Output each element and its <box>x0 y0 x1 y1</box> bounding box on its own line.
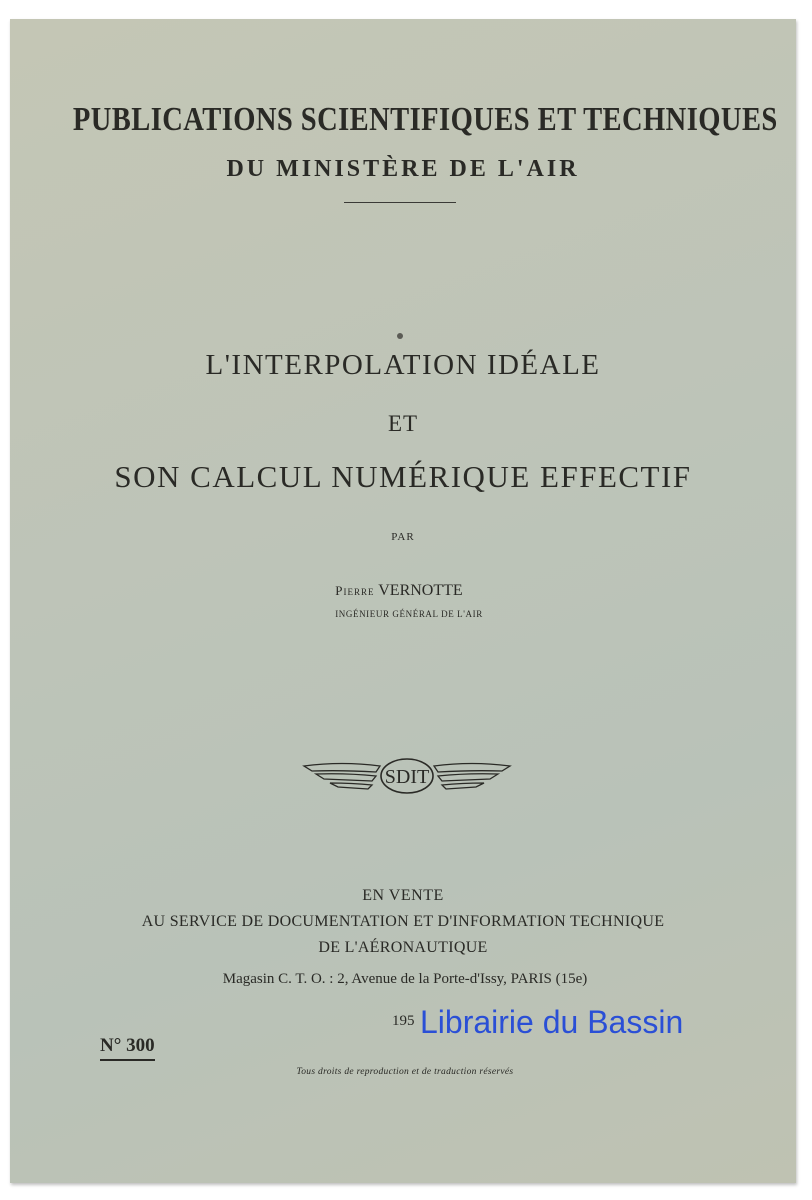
author-role: INGÉNIEUR GÉNÉRAL DE L'AIR <box>335 609 483 619</box>
book-title-line-2: ET <box>387 411 419 436</box>
book-cover <box>10 19 796 1183</box>
publication-year: 195 <box>392 1013 415 1029</box>
book-title-line-1: L'INTERPOLATION IDÉALE <box>205 349 601 381</box>
issue-number: N° 300 <box>100 1035 155 1061</box>
rights-notice: Tous droits de reproduction et de traduction réservés <box>296 1067 514 1077</box>
logo-text: SDIT <box>384 766 430 788</box>
seller-watermark: Librairie du Bassin <box>420 1004 684 1040</box>
author-first-name: Pierre <box>335 583 375 598</box>
winged-emblem-icon <box>302 754 512 804</box>
for-sale-label: EN VENTE <box>362 887 444 904</box>
series-subtitle: DU MINISTÈRE DE L'AIR <box>226 156 580 182</box>
book-title-line-3: SON CALCUL NUMÉRIQUE EFFECTIF <box>114 459 692 494</box>
publisher-line-2: DE L'AÉRONAUTIQUE <box>318 939 488 956</box>
by-label: PAR <box>391 531 415 543</box>
divider-rule <box>344 202 456 203</box>
ink-dot <box>397 333 403 339</box>
author-name <box>6 582 792 600</box>
series-title: PUBLICATIONS SCIENTIFIQUES ET TECHNIQUES <box>72 101 778 138</box>
publisher-address: Magasin C. T. O. : 2, Avenue de la Porte-d'Issy, PARIS (15e) <box>222 971 588 987</box>
publisher-line-1: AU SERVICE DE DOCUMENTATION ET D'INFORMATION TECHNIQUE <box>141 913 665 930</box>
author-last-name: VERNOTTE <box>378 582 463 599</box>
